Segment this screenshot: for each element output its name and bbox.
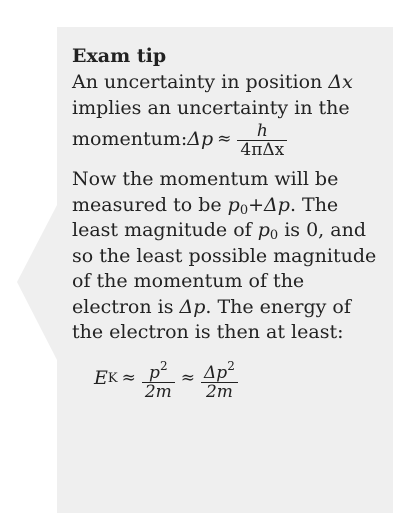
p1-line-1: An uncertainty in position Δx bbox=[72, 71, 353, 93]
exam-tip-box bbox=[72, 44, 392, 408]
energy-equation: E K ≈ $\frac{p^2}{2m}$ ≈ $\frac{\Delta p^2}{2m}$ bbox=[72, 350, 392, 408]
p1-line-3-formula: momentum: Δp ≈ $\frac{h}{\text{4πΔx}}$ bbox=[72, 117, 392, 163]
fraction-dp2-over-2m: $\frac{\Delta p^2}{2m}$ bbox=[201, 357, 238, 401]
p1-line-2: implies an uncertainty in the bbox=[72, 96, 350, 119]
tip-paragraph-1 bbox=[72, 70, 392, 163]
tip-paragraph-2: Now the momentum will be measured to be $p_0+\Delta p$. The least magnitude of $p_0$ is 0, and so the least possible magnitude of the momentum of the electron is Δp. The energy of the electron is then at least: bbox=[72, 168, 377, 343]
tip-title: Exam tip bbox=[72, 45, 167, 67]
fraction-h-over-4pi-dx: $\frac{h}{\text{4πΔx}}$ bbox=[237, 122, 287, 159]
fraction-p2-over-2m: $\frac{p^2}{2m}$ bbox=[142, 357, 175, 401]
